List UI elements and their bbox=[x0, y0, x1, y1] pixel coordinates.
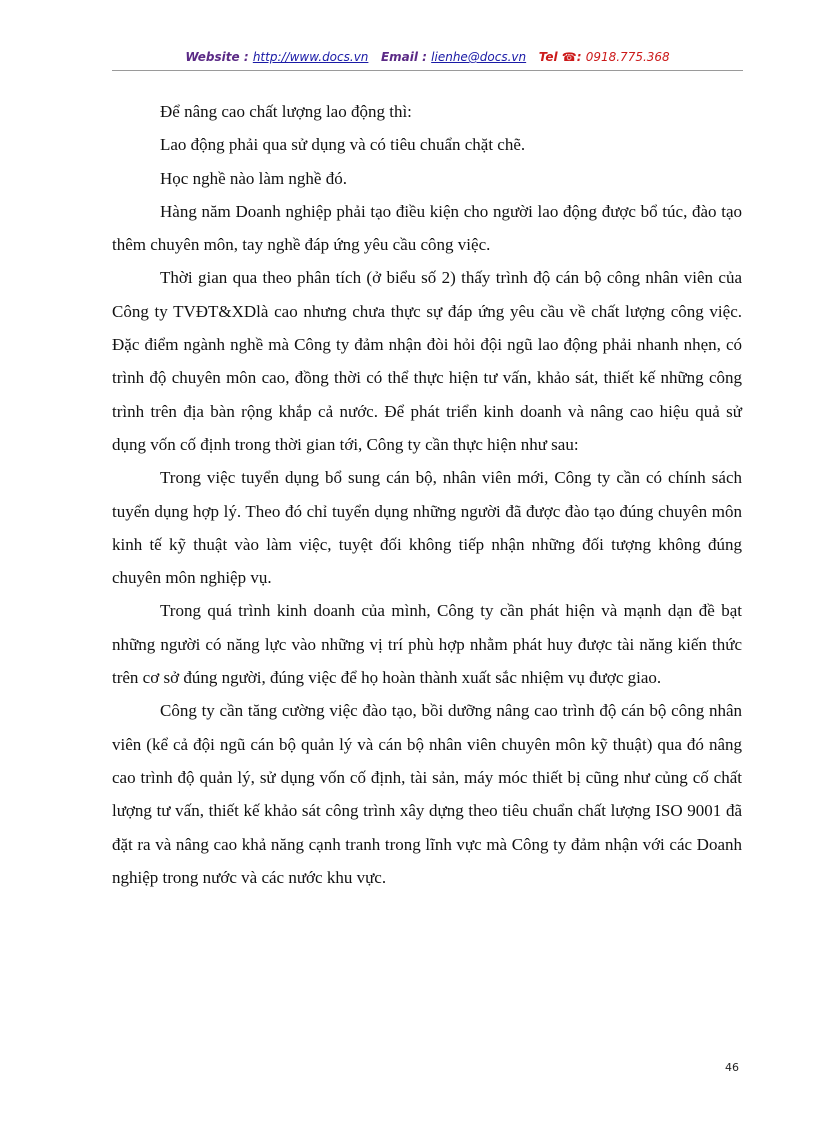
document-body bbox=[112, 95, 742, 894]
paragraph: Thời gian qua theo phân tích (ở biểu số 2) thấy trình độ cán bộ công nhân viên của Công ty TVĐT&XDlà cao nhưng chưa thực sự đáp ứng yêu cầu về chất lượng công việc. Đặc điểm ngành nghề mà Công ty đảm nhận đòi hỏi đội ngũ lao động phải nhanh nhẹn, có trình độ chuyên môn cao, đồng thời có thể thực hiện tư vấn, khảo sát, thiết kế những công trình trên địa bàn rộng khắp cả nước. Để phát triển kinh doanh và nâng cao hiệu quả sử dụng vốn cố định trong thời gian tới, Công ty cần thực hiện như sau: bbox=[112, 268, 742, 454]
paragraph: Để nâng cao chất lượng lao động thì: bbox=[160, 102, 412, 121]
paragraph: Lao động phải qua sử dụng và có tiêu chuẩn chặt chẽ. bbox=[160, 135, 526, 155]
paragraph: Công ty cần tăng cường việc đào tạo, bồi dưỡng nâng cao trình độ cán bộ công nhân viên (kể cả đội ngũ cán bộ quản lý và cán bộ nhân viên chuyên môn kỹ thuật) qua đó nâng cao trình độ quản lý, sử dụng vốn cố định, tài sản, máy móc thiết bị cũng như củng cố chất lượng tư vấn, thiết kế khảo sát công trình xây dựng theo tiêu chuẩn chất lượng ISO 9001 đã đặt ra và nâng cao khả năng cạnh tranh trong lĩnh vực mà Công ty đảm nhận với các Doanh nghiệp trong nước và các nước khu vực. bbox=[112, 701, 742, 887]
header-divider bbox=[112, 70, 743, 71]
tel-label: Tel ☎: bbox=[538, 50, 582, 64]
page-header bbox=[112, 50, 743, 64]
paragraph: Hàng năm Doanh nghiệp phải tạo điều kiện cho người lao động được bổ túc, đào tạo thêm chuyên môn, tay nghề đáp ứng yêu cầu công việc. bbox=[112, 201, 742, 255]
paragraph: Trong việc tuyển dụng bổ sung cán bộ, nhân viên mới, Công ty cần có chính sách tuyển dụng hợp lý. Theo đó chỉ tuyển dụng những người đã được đào tạo đúng chuyên môn kinh tế kỹ thuật vào làm việc, tuyệt đối không tiếp nhận những đối tượng không đúng chuyên môn nghiệp vụ. bbox=[112, 468, 742, 588]
tel-number: 0918.775.368 bbox=[585, 50, 670, 64]
paragraph: Trong quá trình kinh doanh của mình, Công ty cần phát hiện và mạnh dạn đề bạt những người có năng lực vào những vị trí phù hợp nhằm phát huy được tài năng kiến thức trên cơ sở đúng người, đúng việc để họ hoàn thành xuất sắc nhiệm vụ được giao. bbox=[112, 601, 742, 688]
paragraph: Học nghề nào làm nghề đó. bbox=[160, 168, 347, 188]
email-label: Email : bbox=[380, 50, 427, 64]
email-link[interactable]: lienhe@docs.vn bbox=[431, 50, 527, 64]
website-label: Website : bbox=[185, 50, 249, 64]
website-link[interactable]: http://www.docs.vn bbox=[252, 50, 369, 64]
page-number: 46 bbox=[725, 1061, 739, 1074]
